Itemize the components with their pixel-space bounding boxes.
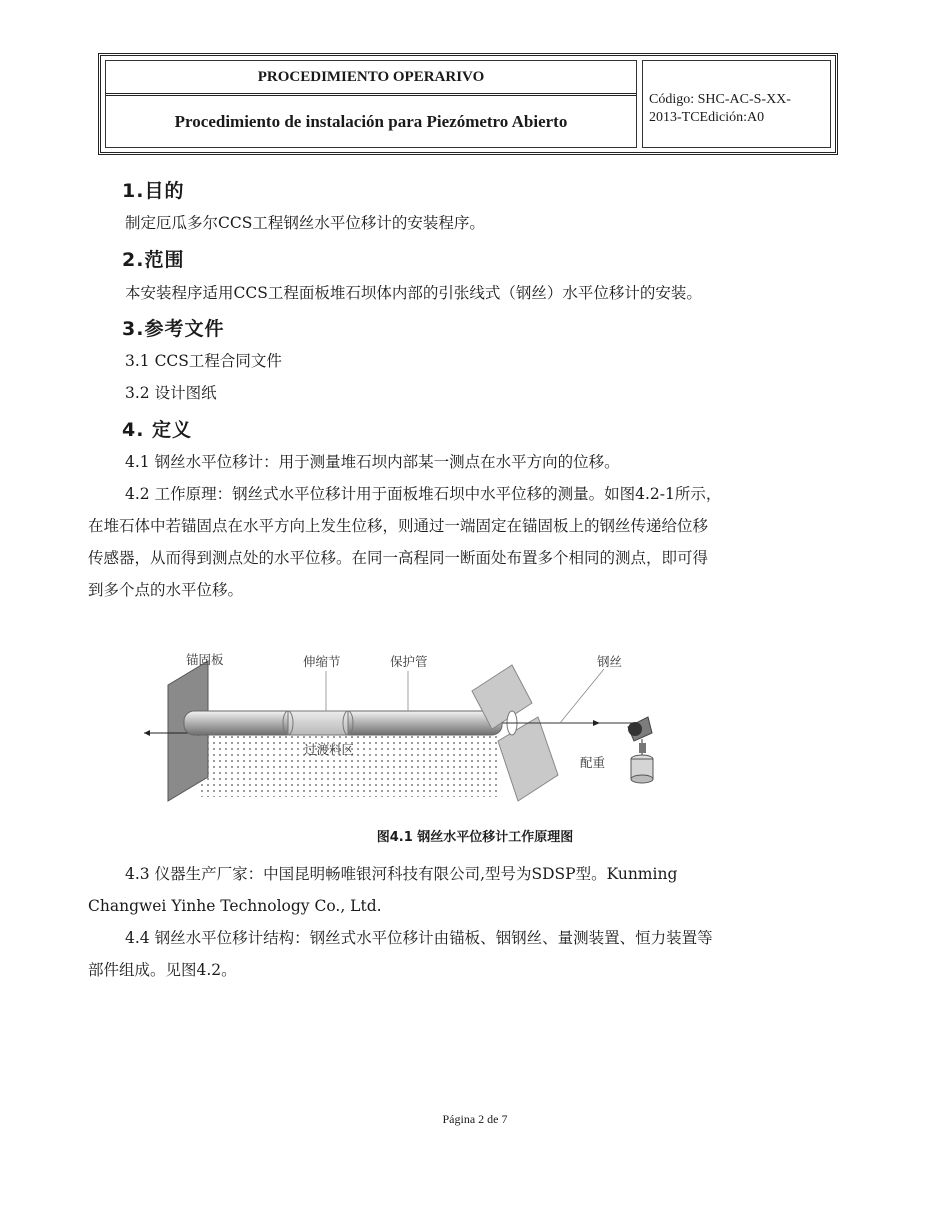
definition-4-2-line1: 4.2 工作原理：钢丝式水平位移计用于面板堆石坝中水平位移的测量。如图4.2-1所示， <box>125 485 722 503</box>
definition-4-2-line3: 传感器，从而得到测点处的水平位移。在同一高程同一断面处布置多个相同的测点，即可得 <box>88 549 709 567</box>
document-code-line2: 2013-TCEdición:A0 <box>649 110 765 125</box>
section-4-heading: 4. 定义 <box>122 419 193 441</box>
definition-4-2 <box>88 478 868 606</box>
document-header <box>98 53 838 155</box>
section-2-text: 本安装程序适用CCS工程面板堆石坝体内部的引张线式（钢丝）水平位移计的安装。 <box>125 284 702 302</box>
section-1-text: 制定厄瓜多尔CCS工程钢丝水平位移计的安装程序。 <box>125 214 485 232</box>
label-counterweight: 配重 <box>580 755 606 770</box>
label-transition-zone: 过渡料区 <box>304 742 355 757</box>
procedure-type: PROCEDIMIENTO OPERARIVO <box>106 61 636 96</box>
header-code-cell <box>642 60 831 148</box>
face-slab-lower <box>498 717 558 801</box>
label-steel-wire: 钢丝 <box>597 654 623 669</box>
definition-4-4-line2: 部件组成。见图4.2。 <box>88 961 237 979</box>
working-principle-figure <box>140 645 680 805</box>
label-expansion-joint: 伸缩节 <box>303 654 341 669</box>
page-number: Página 2 de 7 <box>442 1112 508 1126</box>
definition-4-1: 4.1 钢丝水平位移计：用于测量堆石坝内部某一测点在水平方向的位移。 <box>125 453 620 471</box>
section-3-item-1: 3.1 CCS工程合同文件 <box>125 352 282 370</box>
definition-4-4 <box>88 922 868 986</box>
section-1-heading: 1.目的 <box>122 180 185 202</box>
definition-4-2-line4: 到多个点的水平位移。 <box>88 581 244 599</box>
definition-4-4-line1: 4.4 钢丝水平位移计结构：钢丝式水平位移计由锚板、铟钢丝、量测装置、恒力装置等 <box>125 929 713 947</box>
section-3-heading: 3.参考文件 <box>122 318 225 340</box>
label-protection-pipe: 保护管 <box>390 654 428 669</box>
definition-4-3-line2: Changwei Yinhe Technology Co., Ltd. <box>88 897 382 915</box>
figure-caption: 图4.1 钢丝水平位移计工作原理图 <box>376 830 574 845</box>
expansion-joint <box>288 711 348 735</box>
procedure-title: Procedimiento de instalación para Piezómetro Abierto <box>174 112 568 131</box>
definition-4-3-line1: 4.3 仪器生产厂家：中国昆明畅唯银河科技有限公司,型号为SDSP型。Kunming <box>125 865 678 883</box>
section-2-heading: 2.范围 <box>122 249 185 271</box>
section-3-item-2: 3.2 设计图纸 <box>125 384 217 402</box>
document-code-line1: Código: SHC-AC-S-XX- <box>649 92 791 107</box>
definition-4-3 <box>88 858 868 922</box>
header-title-cell <box>105 60 637 148</box>
definition-4-2-line2: 在堆石体中若锚固点在水平方向上发生位移，则通过一端固定在锚固板上的钢丝传递给位移 <box>88 517 709 535</box>
label-anchor-plate: 锚固板 <box>186 652 224 667</box>
